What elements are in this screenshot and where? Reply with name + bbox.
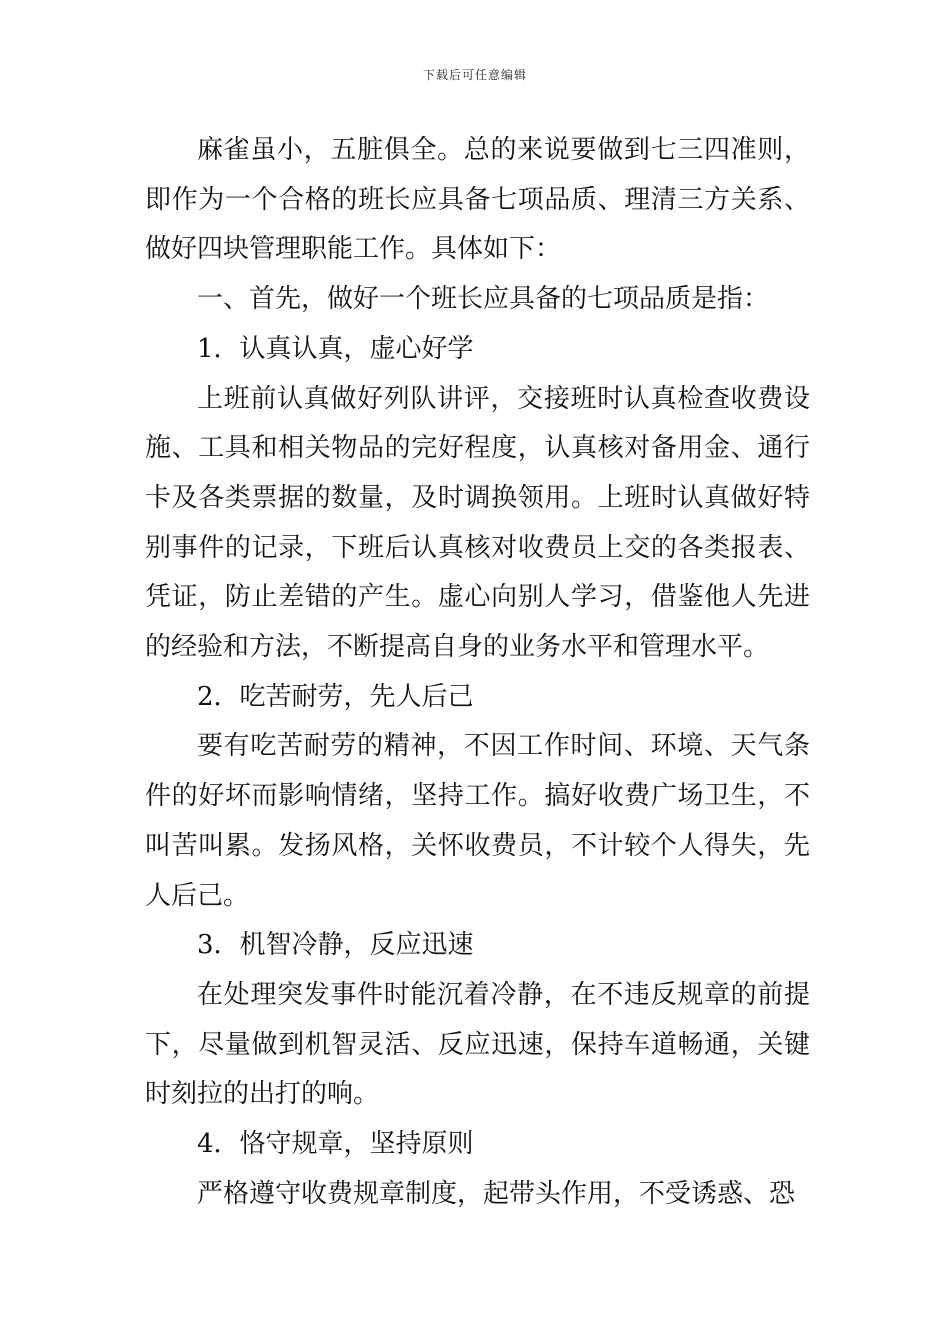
item-2-paragraph: 要有吃苦耐劳的精神，不因工作时间、环境、天气条件的好坏而影响情绪，坚持工作。搞好收费广场卫生，不叫苦叫累。发扬风格，关怀收费员，不计较个人得失，先人后己。	[145, 731, 810, 911]
intro-paragraph: 麻雀虽小，五脏俱全。总的来说要做到七三四准则，即作为一个合格的班长应具备七项品质、理清三方关系、做好四块管理职能工作。具体如下：	[145, 135, 810, 265]
item-2-heading: 2．吃苦耐劳，先人后己	[197, 681, 474, 712]
item-3-heading: 3．机智冷静，反应迅速	[197, 930, 474, 961]
item-3-paragraph: 在处理突发事件时能沉着冷静，在不违反规章的前提下，尽量做到机智灵活、反应迅速，保持车道畅通，关键时刻拉的出打的响。	[145, 979, 810, 1110]
item-1-heading: 1．认真认真，虚心好学	[197, 333, 474, 364]
document-body	[145, 126, 810, 1219]
item-1-paragraph: 上班前认真做好列队讲评，交接班时认真检查收费设施、工具和相关物品的完好程度，认真核对备用金、通行卡及各类票据的数量，及时调换领用。上班时认真做好特别事件的记录，下班后认真核对收费员上交的各类报表、凭证，防止差错的产生。虚心向别人学习，借鉴他人先进的经验和方法，不断提高自身的业务水平和管理水平。	[145, 383, 810, 663]
item-4-paragraph: 严格遵守收费规章制度，起带头作用，不受诱惑、恐	[197, 1178, 796, 1209]
item-4-heading: 4．恪守规章，坚持原则	[197, 1129, 474, 1160]
section-heading: 一、首先，做好一个班长应具备的七项品质是指：	[197, 284, 770, 315]
header-note: 下载后可任意编辑	[422, 68, 527, 82]
